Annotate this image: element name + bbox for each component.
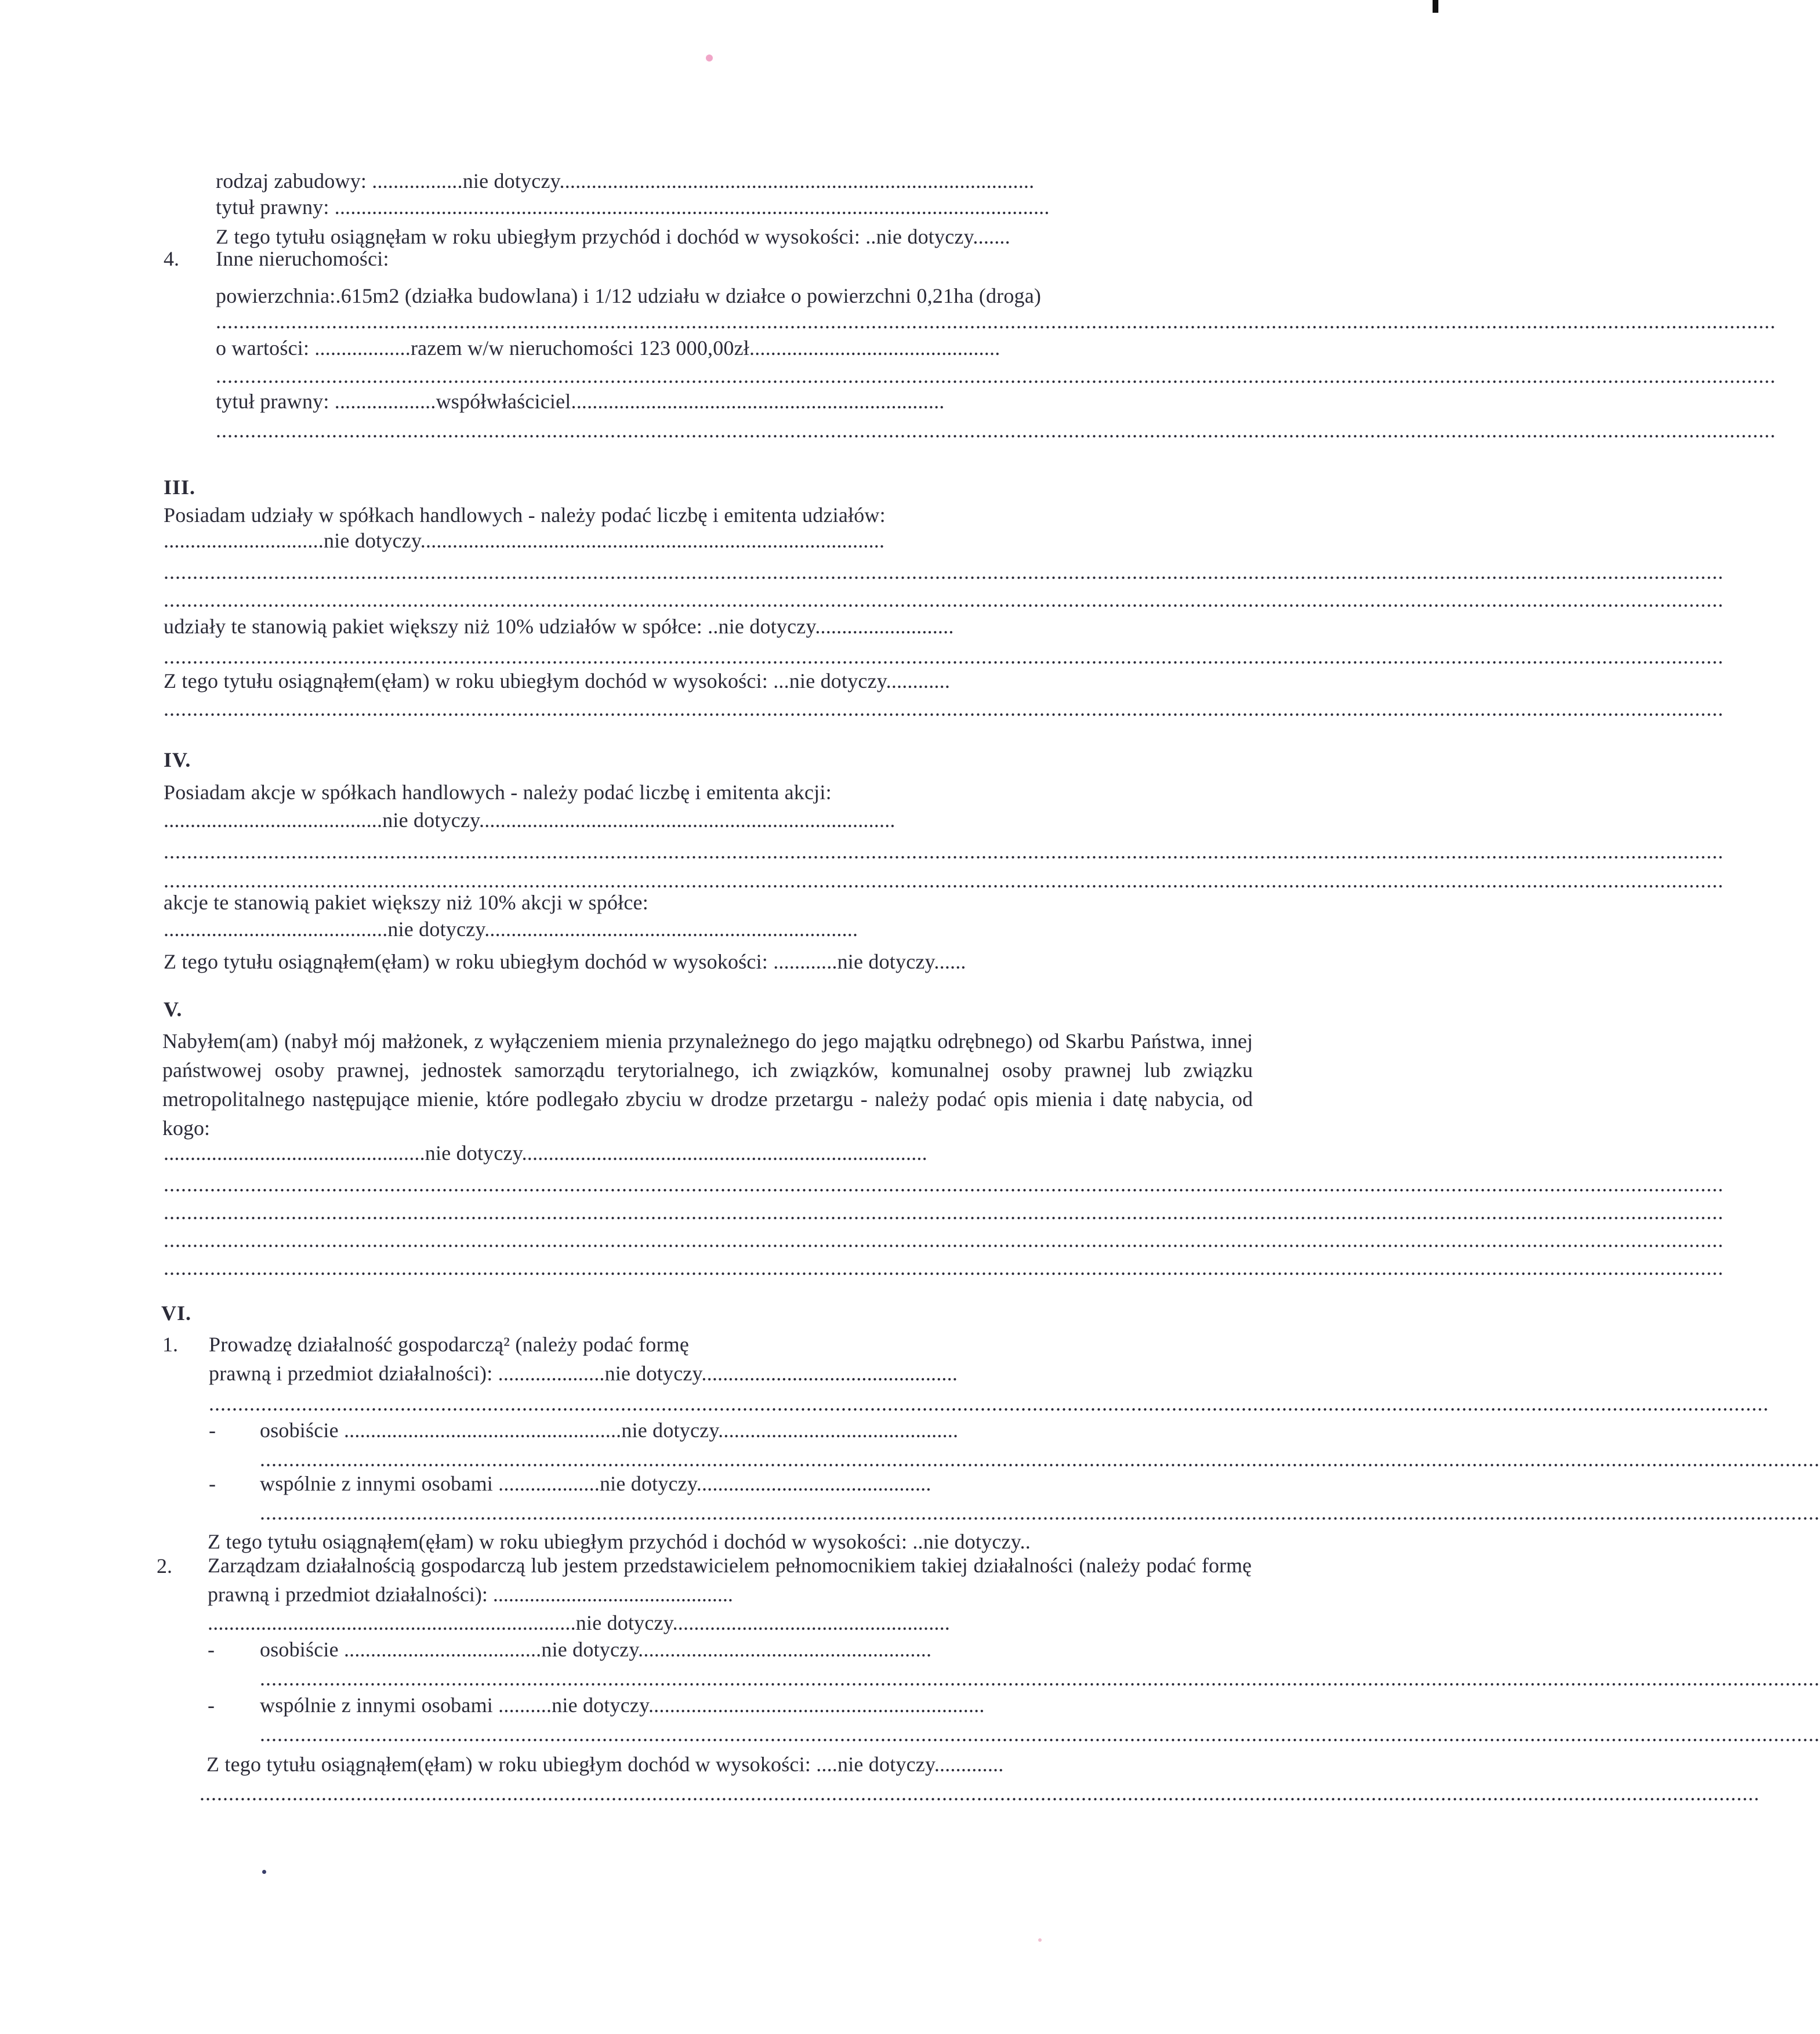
stocks-10pct-line: akcje te stanowią pakiet większy niż 10% akcji w spółce: (164, 891, 648, 914)
dotted-fill-line: ............................................................................................................................................................................................................................................................................. (260, 1667, 1820, 1690)
stocks-10pct-value: ..........................................nie dotyczy...................................................................... (164, 918, 858, 941)
business-form-line: prawną i przedmiot działalności): ....................nie dotyczy................................................ (209, 1362, 958, 1385)
item-number-2: 2. (157, 1554, 172, 1578)
stocks-income-line: Z tego tytułu osiągnąłem(ęłam) w roku ubiegłym dochód w wysokości: ............nie dotyczy...... (164, 950, 966, 973)
scan-edge-mark (1433, 0, 1438, 13)
management-value: .....................................................................nie dotyczy.................................................... (208, 1611, 951, 1634)
dotted-fill-line: ............................................................................................................................................................................................................................................................................. (164, 1256, 1724, 1279)
jointly-line-1: wspólnie z innymi osobami ...................nie dotyczy............................................ (260, 1472, 931, 1495)
bullet-dash: - (209, 1419, 216, 1442)
jointly-line-2: wspólnie z innymi osobami ..........nie dotyczy............................................................... (260, 1694, 985, 1717)
dotted-fill-line: ............................................................................................................................................................................................................................................................................. (164, 697, 1724, 720)
area-line: powierzchnia:.615m2 (działka budowlana) i 1/12 udziału w działce o powierzchni 0,21ha (droga) (216, 284, 1042, 307)
bullet-dash: - (208, 1694, 215, 1717)
personally-line-2: osobiście .....................................nie dotyczy....................................................... (260, 1638, 932, 1661)
management-paragraph: Zarządzam działalnością gospodarczą lub jestem przedstawicielem pełnomocnikiem takiej działalności (należy podać formę prawną i przedmiot działalności): .............................................. (208, 1554, 1252, 1606)
dotted-fill-line: ............................................................................................................................................................................................................................................................................. (260, 1723, 1820, 1746)
section-v-heading: V. (164, 998, 183, 1021)
dotted-fill-line: ............................................................................................................................................................................................................................................................................. (164, 869, 1724, 892)
dotted-fill-line: ............................................................................................................................................................................................................................................................................. (164, 645, 1724, 668)
item-number-1: 1. (162, 1333, 178, 1356)
dotted-fill-line: ............................................................................................................................................................................................................................................................................. (216, 419, 1776, 442)
dotted-fill-line: ............................................................................................................................................................................................................................................................................. (209, 1392, 1769, 1415)
personally-line-1: osobiście ....................................................nie dotyczy............................................. (260, 1419, 959, 1442)
section-iv-heading: IV. (164, 748, 191, 771)
dotted-fill-line: ............................................................................................................................................................................................................................................................................. (164, 560, 1724, 583)
stocks-intro: Posiadam akcje w spółkach handlowych - należy podać liczbę i emitenta akcji: (164, 781, 832, 804)
dotted-fill-line: ............................................................................................................................................................................................................................................................................. (216, 364, 1776, 387)
shares-income-line: Z tego tytułu osiągnąłem(ęłam) w roku ubiegłym dochód w wysokości: ...nie dotyczy............ (164, 669, 951, 692)
dotted-fill-line: ............................................................................................................................................................................................................................................................................. (200, 1782, 1760, 1805)
management-income-line: Z tego tytułu osiągnąłem(ęłam) w roku ubiegłym dochód w wysokości: ....nie dotyczy............. (206, 1753, 1004, 1776)
legal-title-line-1: tytuł prawny: ...................................................................................................................................... (216, 195, 1050, 219)
section-vi-heading: VI. (161, 1301, 192, 1325)
scan-speck (1038, 1938, 1042, 1942)
bullet-dash: - (209, 1472, 216, 1495)
dotted-fill-line: ............................................................................................................................................................................................................................................................................. (260, 1501, 1820, 1524)
item-number-4: 4. (164, 247, 179, 270)
shares-10pct-line: udziały te stanowią pakiet większy niż 10% udziałów w spółce: ..nie dotyczy.......................... (164, 615, 954, 638)
scan-speck (706, 55, 713, 61)
dotted-fill-line: ............................................................................................................................................................................................................................................................................. (164, 1201, 1724, 1224)
business-income-line: Z tego tytułu osiągnąłem(ęłam) w roku ubiegłym przychód i dochód w wysokości: ..nie dotyczy.. (208, 1530, 1031, 1553)
income-line-1: Z tego tytułu osiągnęłam w roku ubiegłym przychód i dochód w wysokości: ..nie dotyczy....... (216, 225, 1010, 248)
scan-speck (262, 1870, 266, 1874)
other-property-label: Inne nieruchomości: (216, 247, 389, 270)
acquisition-value: .................................................nie dotyczy............................................................................ (164, 1141, 927, 1165)
dotted-fill-line: ............................................................................................................................................................................................................................................................................. (164, 1228, 1724, 1252)
shares-intro: Posiadam udziały w spółkach handlowych - należy podać liczbę i emitenta udziałów: (164, 503, 886, 527)
bullet-dash: - (208, 1638, 215, 1661)
stocks-value: .........................................nie dotyczy.............................................................................. (164, 808, 896, 832)
legal-title-line-2: tytuł prawny: ...................współwłaściciel...................................................................... (216, 390, 945, 413)
dotted-fill-line: ............................................................................................................................................................................................................................................................................. (216, 310, 1776, 333)
dotted-fill-line: ............................................................................................................................................................................................................................................................................. (260, 1448, 1820, 1471)
building-type-line: rodzaj zabudowy: .................nie dotyczy......................................................................................... (216, 169, 1035, 193)
business-activity-line: Prowadzę działalność gospodarczą² (należy podać formę (209, 1333, 690, 1356)
value-line: o wartości: ..................razem w/w nieruchomości 123 000,00zł............................................... (216, 336, 1000, 360)
section-iii-heading: III. (164, 476, 196, 499)
shares-value: ..............................nie dotyczy....................................................................................... (164, 529, 885, 552)
dotted-fill-line: ............................................................................................................................................................................................................................................................................. (164, 588, 1724, 611)
dotted-fill-line: ............................................................................................................................................................................................................................................................................. (164, 1173, 1724, 1196)
acquisition-paragraph: Nabyłem(am) (nabył mój małżonek, z wyłączeniem mienia przynależnego do jego majątku odrębnego) od Skarbu Państwa, innej państwowej osoby prawnej, jednostek samorządu terytorialnego, ich związków, komunalnej osoby prawnej lub związku metropolitalnego następujące mienie, które podlegało zbyciu w drodze przetargu - należy podać opis mienia i datę nabycia, od kogo: (162, 1029, 1253, 1140)
dotted-fill-line: ............................................................................................................................................................................................................................................................................. (164, 840, 1724, 863)
